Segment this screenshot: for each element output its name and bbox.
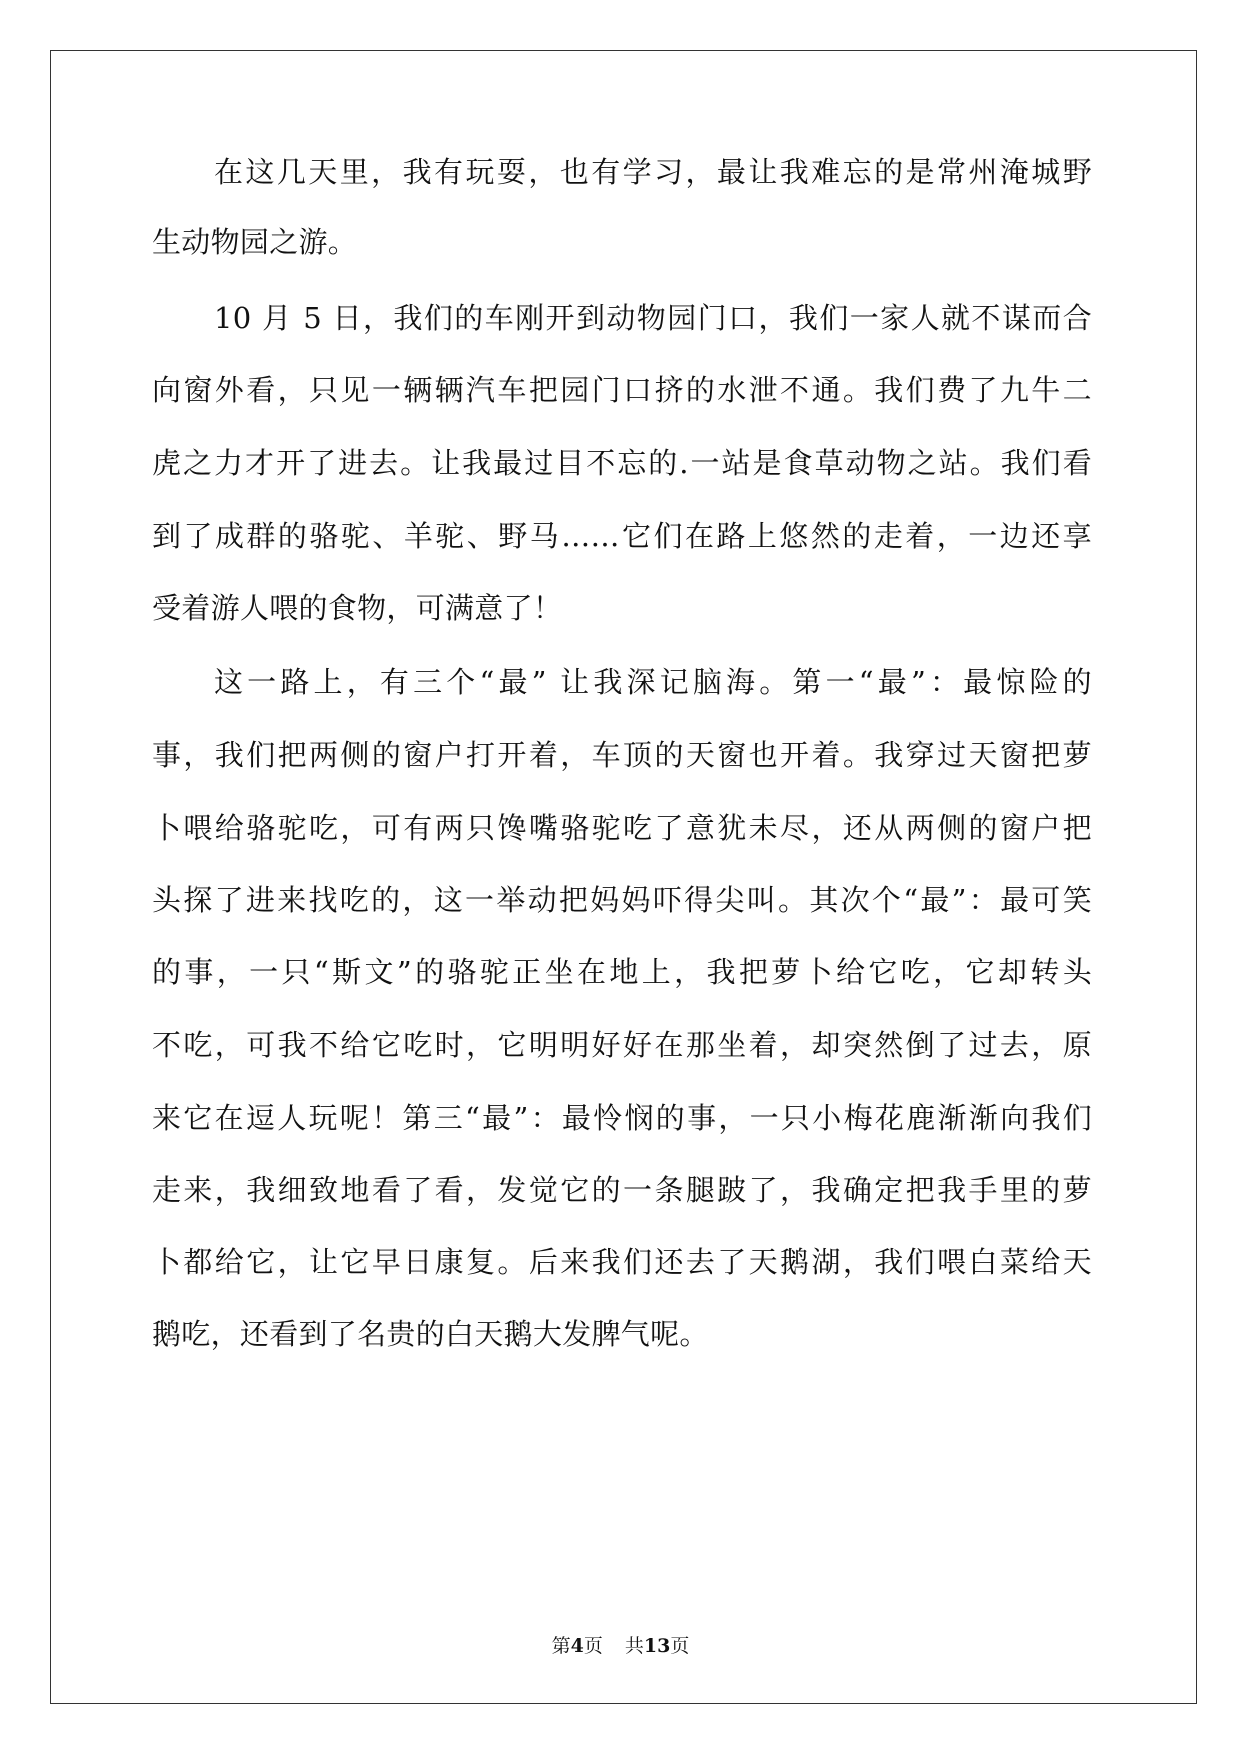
paragraph-line: 走来，我细致地看了看，发觉它的一条腿跛了，我确定把我手里的萝 [152,1173,1092,1207]
paragraph-line: 事，我们把两侧的窗户打开着，车顶的天窗也开着。我穿过天窗把萝 [152,738,1092,772]
paragraph-line: 受着游人喂的食物，可满意了！ [152,591,563,625]
paragraph-line: 卜喂给骆驼吃，可有两只馋嘴骆驼吃了意犹未尽，还从两侧的窗户把 [152,811,1092,845]
page-number: 4 [570,1635,584,1657]
paragraph-line: 卜都给它，让它早日康复。后来我们还去了天鹅湖，我们喂白菜给天 [152,1245,1092,1279]
paragraph-line: 10 月 5 日，我们的车刚开到动物园门口，我们一家人就不谋而合 [214,301,1092,335]
paragraph-line: 的事，一只“斯文”的骆驼正坐在地上，我把萝卜给它吃，它却转头 [152,955,1092,989]
total-suffix: 页 [670,1635,690,1657]
paragraph-line: 头探了进来找吃的，这一举动把妈妈吓得尖叫。其次个“最”：最可笑 [152,883,1092,917]
total-pages: 13 [643,1635,671,1657]
total-prefix: 共 [624,1635,644,1657]
page-suffix: 页 [583,1635,603,1657]
paragraph-line: 在这几天里，我有玩耍，也有学习，最让我难忘的是常州淹城野 [214,155,1092,189]
paragraph-line: 到了成群的骆驼、羊驼、野马……它们在路上悠然的走着，一边还享 [152,519,1092,553]
paragraph-line: 向窗外看，只见一辆辆汽车把园门口挤的水泄不通。我们费了九牛二 [152,373,1092,407]
paragraph-line: 虎之力才开了进去。让我最过目不忘的.一站是食草动物之站。我们看 [152,446,1092,480]
page-prefix: 第 [551,1635,571,1657]
paragraph-line: 不吃，可我不给它吃时，它明明好好在那坐着，却突然倒了过去，原 [152,1028,1092,1062]
paragraph-line: 鹅吃，还看到了名贵的白天鹅大发脾气呢。 [152,1317,709,1351]
page-footer [0,1633,1241,1659]
paragraph-line: 这一路上，有三个“最” 让我深记脑海。第一“最”：最惊险的 [214,665,1092,699]
paragraph-line: 来它在逗人玩呢！第三“最”：最怜悯的事，一只小梅花鹿渐渐向我们 [152,1101,1092,1135]
paragraph-line: 生动物园之游。 [152,225,358,259]
